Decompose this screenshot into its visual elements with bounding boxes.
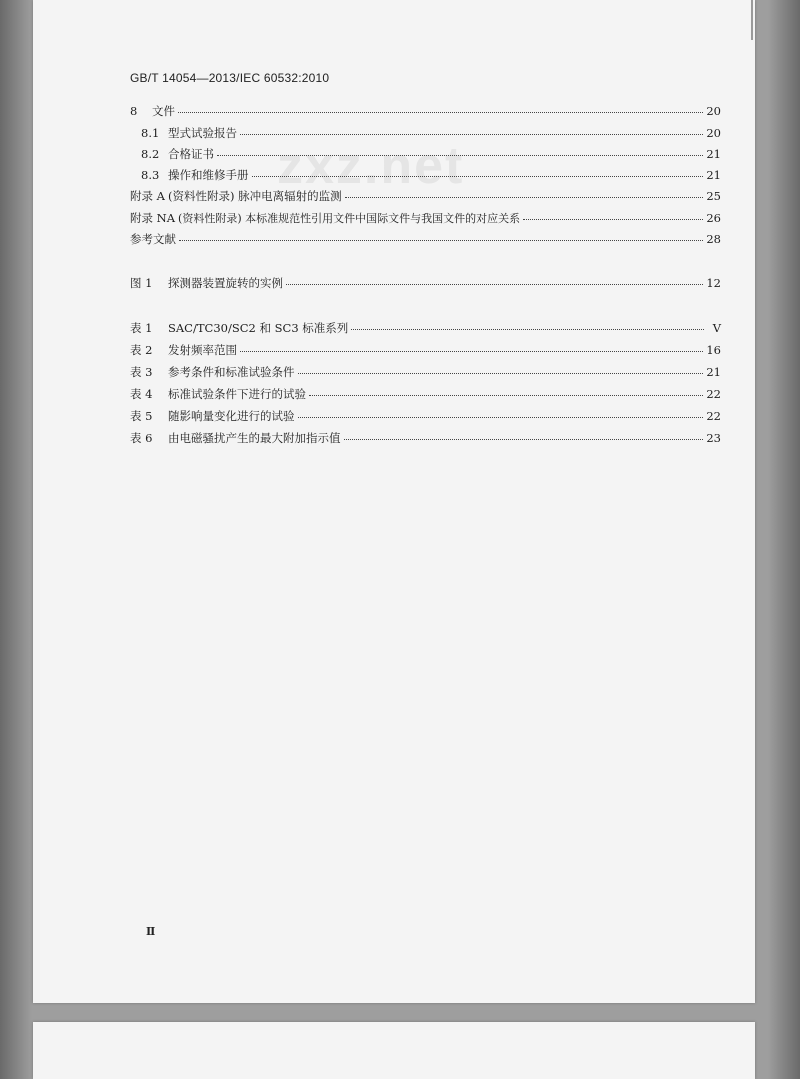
table-page: 16 — [706, 343, 721, 357]
table-num: 表 5 — [130, 409, 153, 423]
toc-num: 附录 NA — [130, 211, 176, 225]
table-title: 参考条件和标准试验条件 — [168, 365, 295, 379]
figure-title: 探测器装置旋转的实例 — [168, 276, 283, 290]
table-row[interactable] — [130, 319, 721, 337]
table-row[interactable] — [130, 385, 721, 403]
table-title: 随影响量变化进行的试验 — [168, 409, 295, 423]
toc-page: 21 — [706, 147, 721, 161]
toc-row[interactable] — [141, 124, 721, 142]
toc-page: 25 — [706, 189, 721, 203]
toc-leader — [345, 197, 704, 198]
toc-leader — [240, 351, 703, 352]
toc-title: 型式试验报告 — [168, 126, 237, 140]
toc-leader — [309, 395, 703, 396]
toc-title: 操作和维修手册 — [168, 168, 249, 182]
table-page: V — [712, 321, 721, 335]
toc-title: (资料性附录) 脉冲电离辐射的监测 — [167, 189, 342, 203]
figure-row[interactable] — [130, 274, 721, 292]
toc-leader — [179, 240, 703, 241]
toc-row[interactable] — [130, 209, 721, 227]
table-num: 表 6 — [130, 431, 153, 445]
table-page: 22 — [706, 409, 721, 423]
table-row[interactable] — [130, 341, 721, 359]
table-num: 表 3 — [130, 365, 153, 379]
table-page: 21 — [706, 365, 721, 379]
toc-leader — [286, 284, 703, 285]
toc-title: (资料性附录) 本标准规范性引用文件中国际文件与我国文件的对应关系 — [178, 212, 521, 225]
toc-leader — [523, 219, 703, 220]
page-number: Ⅱ — [146, 925, 156, 938]
toc-row[interactable] — [130, 230, 721, 248]
toc-leader — [344, 439, 704, 440]
toc-num: 8 — [130, 104, 138, 118]
toc-page: 20 — [706, 126, 721, 140]
toc-num: 附录 A — [130, 189, 165, 203]
toc-num: 参考文献 — [130, 232, 176, 246]
table-num: 表 4 — [130, 387, 153, 401]
toc-row[interactable] — [141, 145, 721, 163]
figure-page: 12 — [706, 276, 721, 290]
table-title: SAC/TC30/SC2 和 SC3 标准系列 — [168, 321, 349, 335]
toc-num: 8.1 — [141, 126, 160, 140]
table-title: 发射频率范围 — [168, 343, 237, 357]
toc-leader — [252, 176, 704, 177]
table-page: 22 — [706, 387, 721, 401]
next-page — [33, 1022, 755, 1079]
page-edge-line — [751, 0, 753, 40]
toc-num: 8.3 — [141, 168, 160, 182]
table-row[interactable] — [130, 429, 721, 447]
table-num: 表 1 — [130, 321, 153, 335]
toc-title: 合格证书 — [168, 147, 214, 161]
toc-page: 20 — [706, 104, 721, 118]
toc-row[interactable] — [130, 102, 721, 120]
toc-leader — [178, 112, 703, 113]
toc-leader — [217, 155, 703, 156]
toc-page: 28 — [706, 232, 721, 246]
toc-leader — [240, 134, 703, 135]
toc-leader — [351, 329, 704, 330]
table-row[interactable] — [130, 407, 721, 425]
table-title: 由电磁骚扰产生的最大附加指示值 — [168, 431, 341, 445]
document-header: GB/T 14054—2013/IEC 60532:2010 — [130, 71, 330, 85]
toc-page: 26 — [706, 211, 721, 225]
watermark: zxz.net — [277, 137, 465, 195]
toc-leader — [298, 373, 704, 374]
toc-title: 文件 — [152, 104, 175, 118]
toc-row[interactable] — [141, 166, 721, 184]
toc-row[interactable] — [130, 187, 721, 205]
toc-num: 8.2 — [141, 147, 160, 161]
table-row[interactable] — [130, 363, 721, 381]
table-title: 标准试验条件下进行的试验 — [168, 387, 306, 401]
document-page — [33, 0, 755, 1003]
table-num: 表 2 — [130, 343, 153, 357]
table-page: 23 — [706, 431, 721, 445]
toc-page: 21 — [706, 168, 721, 182]
toc-leader — [298, 417, 704, 418]
figure-num: 图 1 — [130, 276, 153, 290]
